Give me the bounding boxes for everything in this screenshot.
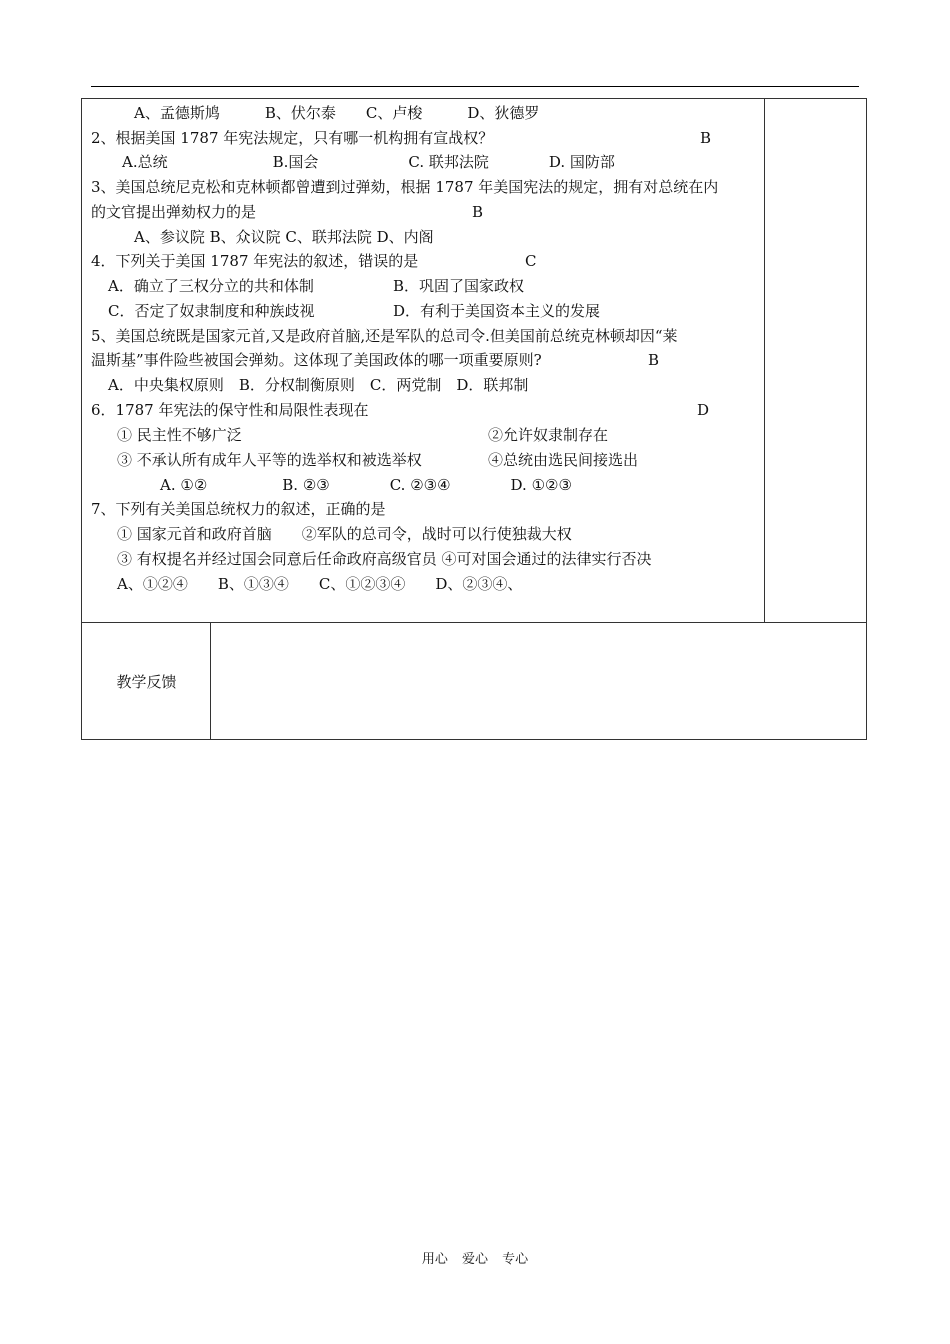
exercise-row (82, 99, 866, 623)
header-rule (91, 86, 859, 87)
q6-item2: ②允许奴隶制存在 (488, 426, 609, 444)
q3-options: A、参议院 B、众议院 C、联邦法院 D、内阁 (134, 228, 434, 246)
q4-option-a: A．确立了三权分立的共和体制 (108, 277, 314, 295)
feedback-content-cell (211, 623, 866, 739)
q2-stem: 2、根据美国 1787 年宪法规定，只有哪一机构拥有宣战权？ (91, 129, 494, 147)
q2-answer: B (700, 129, 712, 147)
page-footer: 用心 爱心 专心 (421, 1252, 529, 1267)
q4-stem: 4．下列关于美国 1787 年宪法的叙述，错误的是 (91, 252, 419, 270)
q7-line1: ① 国家元首和政府首脑 ②军队的总司令，战时可以行使独裁大权 (117, 525, 572, 543)
feedback-label-cell (82, 623, 211, 739)
q3-stem-line2: 的文官提出弹劾权力的是 (91, 203, 257, 221)
q6-item4: ④总统由选民间接选出 (488, 451, 639, 469)
feedback-row (82, 623, 866, 739)
q6-answer: D (697, 401, 710, 419)
q7-line2: ③ 有权提名并经过国会同意后任命政府高级官员 ④可对国会通过的法律实行否决 (117, 550, 652, 568)
q3-stem-line1: 3、美国总统尼克松和克林顿都曾遭到过弹劾，根据 1787 年美国宪法的规定，拥有对总统在内 (91, 178, 719, 196)
notes-cell (765, 99, 866, 622)
q5-options: A．中央集权原则 B．分权制衡原则 C．两党制 D．联邦制 (108, 376, 529, 394)
q4-option-b: B．巩固了国家政权 (393, 277, 525, 295)
q7-stem: 7、下列有关美国总统权力的叙述，正确的是 (91, 500, 386, 518)
q6-options: A. ①② B. ②③ C. ②③④ D. ①②③ (160, 476, 572, 494)
q5-answer: B (648, 351, 660, 369)
q4-option-c: C．否定了奴隶制度和种族歧视 (108, 302, 315, 320)
q6-stem: 6．1787 年宪法的保守性和局限性表现在 (91, 401, 369, 419)
q2-options: A.总统 B.国会 C. 联邦法院 D. 国防部 (122, 153, 615, 171)
exercise-cell (82, 99, 765, 622)
feedback-label: 教学反馈 (116, 673, 177, 691)
q5-stem-line1: 5、美国总统既是国家元首,又是政府首脑,还是军队的总司令.但美国前总统克林顿却因“莱 (91, 327, 678, 345)
q7-options: A、①②④ B、①③④ C、①②③④ D、②③④、 (117, 575, 523, 593)
q6-item1: ① 民主性不够广泛 (117, 426, 242, 444)
lesson-table (81, 98, 867, 740)
q4-answer: C (525, 252, 537, 270)
q1-options: A、孟德斯鸠 B、伏尔泰 C、卢梭 D、狄德罗 (134, 104, 540, 122)
q6-item3: ③ 不承认所有成年人平等的选举权和被选举权 (117, 451, 422, 469)
q4-option-d: D．有利于美国资本主义的发展 (393, 302, 601, 320)
q5-stem-line2: 温斯基”事件险些被国会弹劾。这体现了美国政体的哪一项重要原则? (91, 351, 542, 369)
q3-answer: B (472, 203, 484, 221)
